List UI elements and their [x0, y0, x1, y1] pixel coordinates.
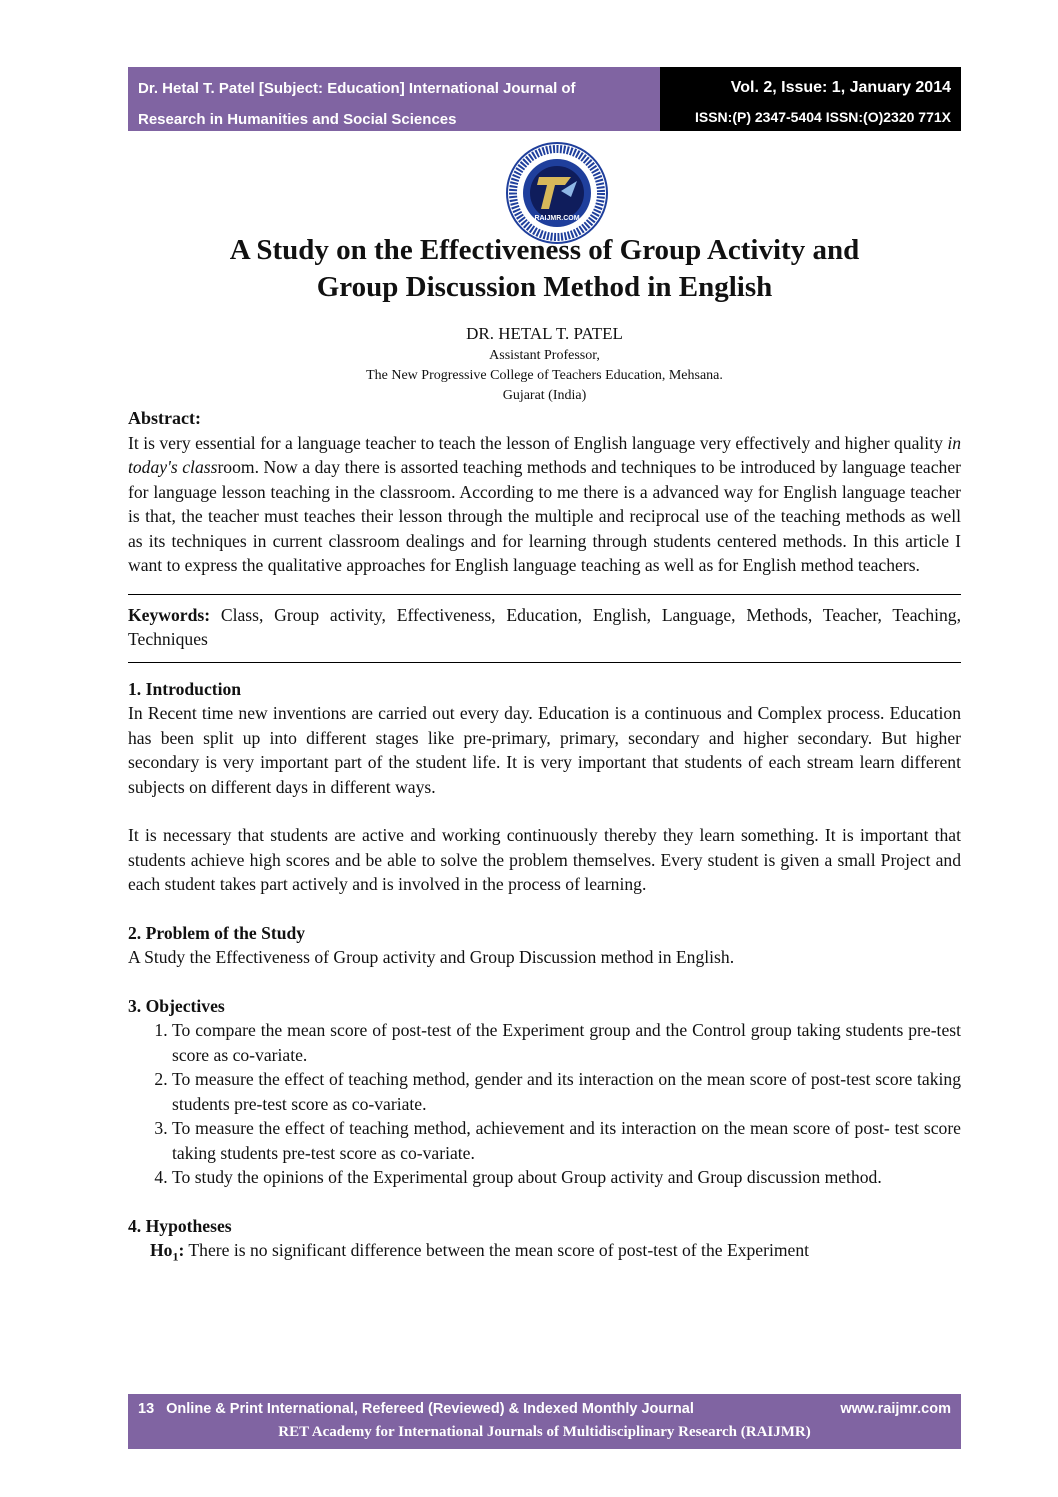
page-number: 13 [138, 1401, 155, 1417]
header-volume: Vol. 2, Issue: 1, January 2014 [730, 79, 951, 96]
journal-footer [128, 1394, 961, 1449]
author-position: Assistant Professor, [489, 348, 600, 363]
author-name: DR. HETAL T. PATEL [466, 324, 623, 343]
paper-title [128, 232, 961, 306]
paper-body [128, 406, 961, 1263]
hypothesis-subscript: 1 [172, 1249, 179, 1264]
objective-item: 1. To compare the mean score of post-test of the Experiment group and the Control group taking students pre-test score as co-variate. [172, 1018, 961, 1067]
hypothesis-text: There is no significant difference between the mean score of post-test of the Experiment [184, 1240, 810, 1260]
paper-title-line2: Group Discussion Method in English [316, 271, 773, 303]
problem-heading: 2. Problem of the Study [128, 922, 306, 943]
introduction-para1: In Recent time new inventions are carried out every day. Education is a continuous and Complex process. Education has been split up into different stages like pre-primary, primary, secondary and higher secondary. But higher secondary is very important part of the student life. It is very important that students of each stream learn different subjects on different days in different ways. [128, 703, 961, 797]
logo-text: RAIJMR.COM [534, 215, 580, 222]
journal-header-right [660, 67, 961, 131]
keywords-text: Class, Group activity, Effectiveness, Education, English, Language, Methods, Teacher, Teaching, Techniques [128, 604, 961, 649]
objective-item: 4. To study the opinions of the Experimental group about Group activity and Group discussion method. [172, 1165, 961, 1190]
header-journal-name: Research in Humanities and Social Sciences [138, 111, 457, 128]
hypothesis-1 [128, 1238, 961, 1263]
footer-journal-description: Online & Print International, Refereed (Reviewed) & Indexed Monthly Journal [166, 1401, 694, 1417]
abstract-text-part2: room. Now a day there is assorted teaching methods and techniques to be introduced by language teacher for language lesson teaching in the classroom. According to me there is a advanced way for English language teacher is that, the teacher must teaches their lesson through the multiple and reciprocal use of the teaching methods as well as its techniques in current classroom dealings and for learning through students centered methods. In this article I want to express the qualitative approaches for English language teaching as well as for English method teachers. [128, 457, 961, 575]
objectives-heading: 3. Objectives [128, 995, 225, 1016]
hypothesis-colon: : [178, 1240, 185, 1260]
keywords [128, 603, 961, 652]
objective-item: 3. To measure the effect of teaching method, achievement and its interaction on the mean score of post- test score taking students pre-test score as co-variate. [172, 1116, 961, 1165]
hypothesis-label [150, 1240, 185, 1264]
footer-academy: RET Academy for International Journals of Multidisciplinary Research (RAIJMR) [278, 1424, 811, 1440]
footer-line1 [138, 1398, 951, 1420]
keywords-label: Keywords: [128, 604, 211, 625]
hypotheses-heading: 4. Hypotheses [128, 1215, 232, 1236]
paper-title-line1: A Study on the Effectiveness of Group Activity and [229, 234, 860, 266]
abstract-text-part1: It is very essential for a language teacher to teach the lesson of English language very effectively and higher quality [128, 432, 948, 453]
author-block [128, 322, 961, 406]
header-issn: ISSN:(P) 2347-5404 ISSN:(O)2320 771X [694, 109, 951, 125]
introduction-heading: 1. Introduction [128, 678, 242, 699]
journal-logo [505, 141, 609, 245]
author-institution: The New Progressive College of Teachers Education, Mehsana. [366, 368, 723, 383]
header-author-subject: Dr. Hetal T. Patel [Subject: Education] International Journal of [138, 80, 576, 97]
abstract-text-italic: in today's class [128, 432, 961, 477]
author-location: Gujarat (India) [502, 388, 587, 403]
hypothesis-label-text: Ho [150, 1240, 173, 1260]
footer-website-link[interactable]: www.raijmr.com [840, 1401, 951, 1417]
abstract-text [128, 431, 961, 578]
introduction-para2: It is necessary that students are active and working continuously thereby they learn something. It is important that students achieve high scores and be able to solve the problem themselves. Every student is given a small Project and each student takes part actively and is involved in the process of learning. [128, 825, 961, 894]
problem-text: A Study the Effectiveness of Group activity and Group Discussion method in English. [128, 947, 735, 967]
abstract-heading: Abstract: [128, 408, 201, 428]
objectives-list [128, 1018, 961, 1190]
objective-item: 2. To measure the effect of teaching method, gender and its interaction on the mean score of post-test score taking students pre-test score as co-variate. [172, 1067, 961, 1116]
journal-header-left [128, 67, 660, 131]
